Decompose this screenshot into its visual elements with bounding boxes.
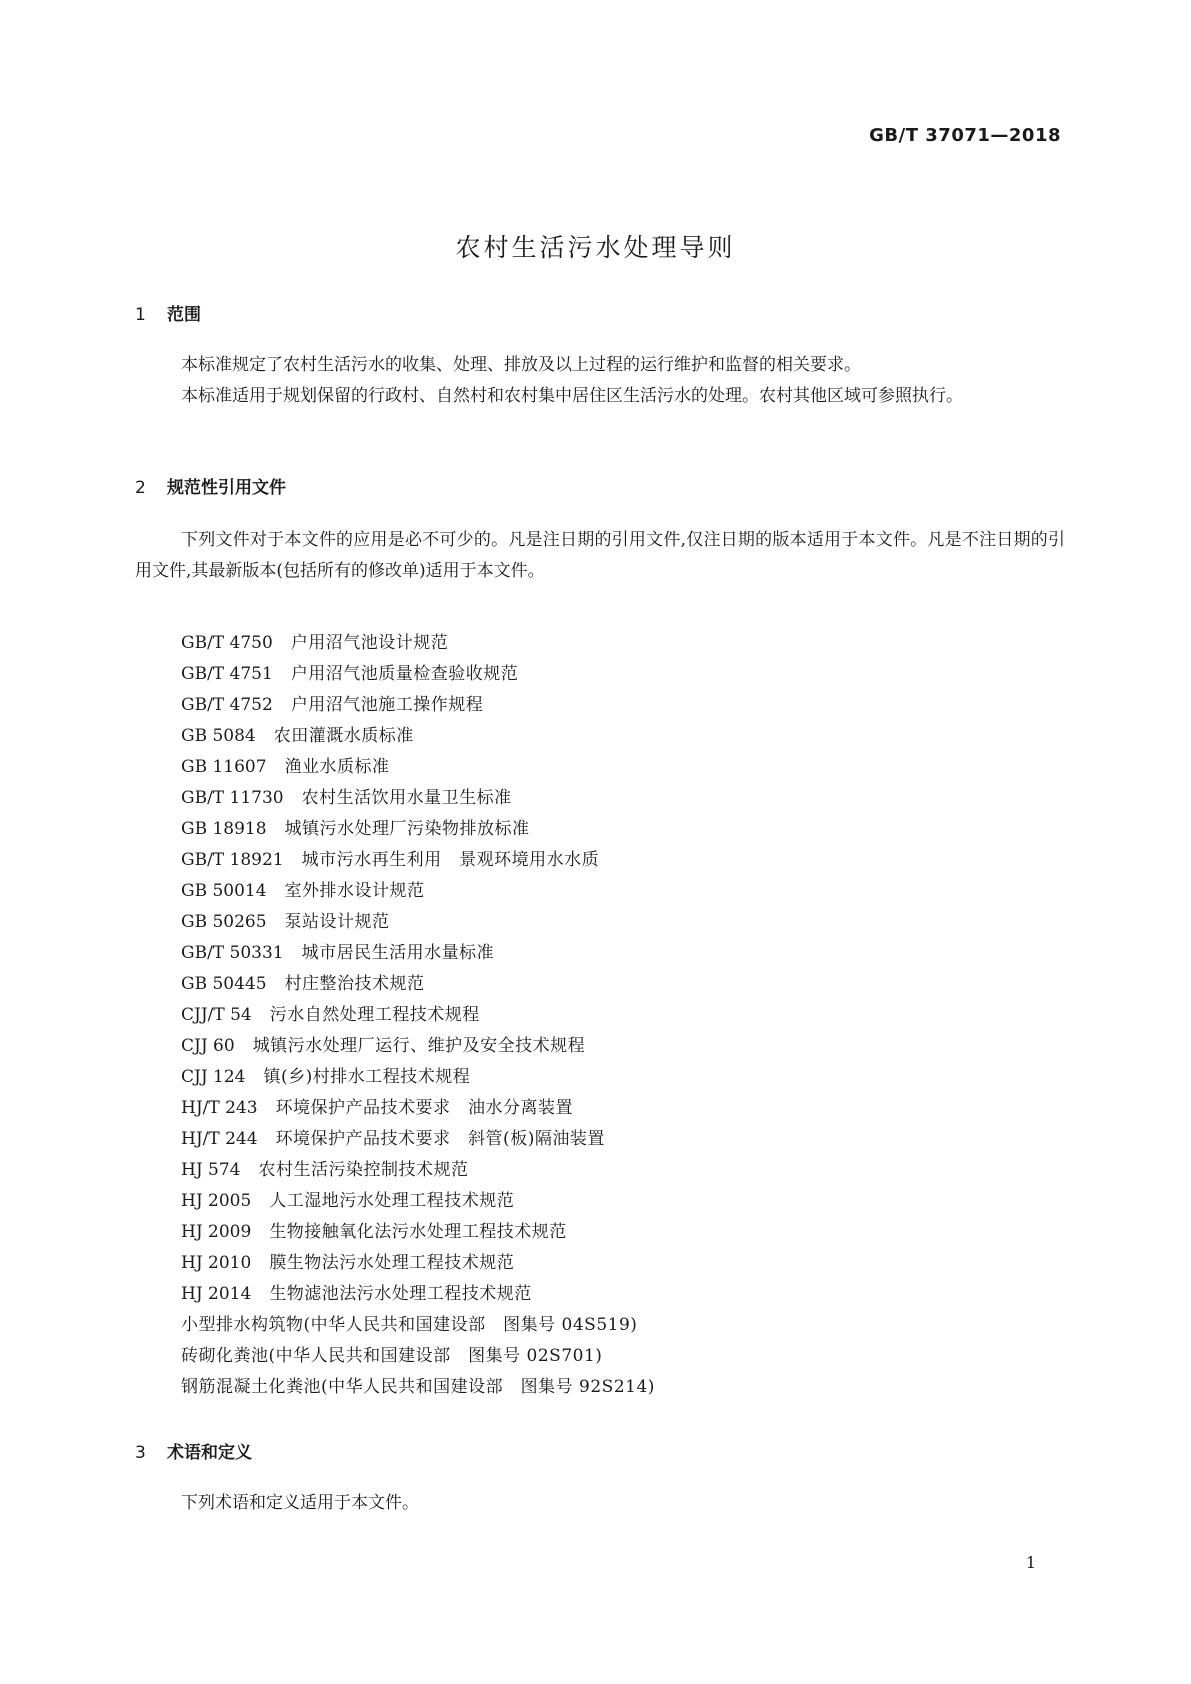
reference-title: 城镇污水处理厂污染物排放标准 [284,819,530,839]
reference-code: GB/T 50331 [181,943,284,963]
reference-code: CJJ 60 [181,1036,235,1056]
reference-item [181,690,655,721]
reference-code: HJ 2009 [181,1222,252,1242]
reference-code: HJ/T 244 [181,1129,258,1149]
reference-title: 城镇污水处理厂运行、维护及安全技术规程 [252,1036,586,1056]
reference-item [181,876,655,907]
normative-reference-list [181,628,655,1403]
reference-code: GB 5084 [181,726,256,746]
reference-title: 钢筋混凝土化粪池(中华人民共和国建设部 图集号 92S214) [181,1377,655,1397]
reference-title: 人工湿地污水处理工程技术规范 [269,1191,515,1211]
reference-title: 泵站设计规范 [284,912,390,932]
reference-item [181,1155,655,1186]
section-1-heading [135,300,201,325]
reference-title: 膜生物法污水处理工程技术规范 [269,1253,515,1273]
section-2-title: 规范性引用文件 [167,478,286,498]
standard-code: GB/T 37071—2018 [869,125,1061,146]
reference-code: GB/T 4750 [181,633,273,653]
reference-item [181,752,655,783]
reference-title: 砖砌化粪池(中华人民共和国建设部 图集号 02S701) [181,1346,603,1366]
reference-title: 城市居民生活用水量标准 [301,943,495,963]
reference-code: GB 11607 [181,757,267,777]
section-2-number: 2 [135,478,146,498]
reference-item [181,938,655,969]
reference-item [181,1124,655,1155]
reference-code: CJJ/T 54 [181,1005,252,1025]
reference-title: 渔业水质标准 [284,757,390,777]
reference-title: 污水自然处理工程技术规程 [269,1005,480,1025]
reference-item [181,1248,655,1279]
section-1-number: 1 [135,305,146,325]
reference-code: HJ 2010 [181,1253,252,1273]
reference-title: 小型排水构筑物(中华人民共和国建设部 图集号 04S519) [181,1315,638,1335]
reference-item [181,659,655,690]
reference-code: HJ/T 243 [181,1098,258,1118]
reference-item [181,814,655,845]
reference-code: GB/T 11730 [181,788,284,808]
reference-item [181,721,655,752]
section-3-title: 术语和定义 [167,1443,252,1463]
page-number: 1 [1025,1553,1036,1572]
reference-item [181,628,655,659]
reference-code: GB 50014 [181,881,267,901]
reference-item [181,969,655,1000]
reference-title: 农村生活饮用水量卫生标准 [301,788,512,808]
reference-item [181,1279,655,1310]
reference-title: 室外排水设计规范 [284,881,425,901]
reference-item [181,1310,655,1341]
reference-code: GB 18918 [181,819,267,839]
reference-title: 户用沼气池质量检查验收规范 [290,664,519,684]
reference-title: 村庄整治技术规范 [284,974,425,994]
reference-title: 生物接触氧化法污水处理工程技术规范 [269,1222,567,1242]
reference-item [181,907,655,938]
reference-title: 镇(乡)村排水工程技术规程 [263,1067,471,1087]
reference-title: 环境保护产品技术要求 油水分离装置 [275,1098,574,1118]
reference-title: 农村生活污染控制技术规范 [258,1160,469,1180]
reference-code: HJ 2014 [181,1284,252,1304]
section-1-paragraph-1: 本标准规定了农村生活污水的收集、处理、排放及以上过程的运行维护和监督的相关要求。 [181,355,861,375]
section-2-heading [135,473,286,498]
reference-code: CJJ 124 [181,1067,246,1087]
reference-title: 城市污水再生利用 景观环境用水水质 [301,850,600,870]
reference-item [181,1217,655,1248]
section-1-paragraph-2: 本标准适用于规划保留的行政村、自然村和农村集中居住区生活污水的处理。农村其他区域可参照执行。 [181,386,963,406]
document-title: 农村生活污水处理导则 [455,233,736,262]
reference-item [181,1372,655,1403]
reference-item [181,1000,655,1031]
reference-code: GB 50265 [181,912,267,932]
reference-item [181,1186,655,1217]
reference-code: HJ 2005 [181,1191,252,1211]
section-3-paragraph-1: 下列术语和定义适用于本文件。 [181,1493,419,1513]
reference-item [181,1062,655,1093]
reference-title: 户用沼气池施工操作规程 [290,695,484,715]
reference-item [181,1341,655,1372]
reference-item [181,845,655,876]
reference-code: GB/T 18921 [181,850,284,870]
section-3-number: 3 [135,1443,146,1463]
reference-code: HJ 574 [181,1160,241,1180]
section-1-title: 范围 [167,305,201,325]
reference-code: GB 50445 [181,974,267,994]
reference-title: 环境保护产品技术要求 斜管(板)隔油装置 [275,1129,605,1149]
reference-title: 农田灌溉水质标准 [273,726,414,746]
reference-item [181,1031,655,1062]
reference-item [181,1093,655,1124]
section-2-paragraph-1: 下列文件对于本文件的应用是必不可少的。凡是注日期的引用文件,仅注日期的版本适用于本文件。凡是不注日期的引用文件,其最新版本(包括所有的修改单)适用于本文件。 [135,530,1065,581]
reference-title: 户用沼气池设计规范 [290,633,449,653]
reference-title: 生物滤池法污水处理工程技术规范 [269,1284,532,1304]
reference-code: GB/T 4752 [181,695,273,715]
reference-code: GB/T 4751 [181,664,273,684]
section-3-heading [135,1438,252,1463]
reference-item [181,783,655,814]
